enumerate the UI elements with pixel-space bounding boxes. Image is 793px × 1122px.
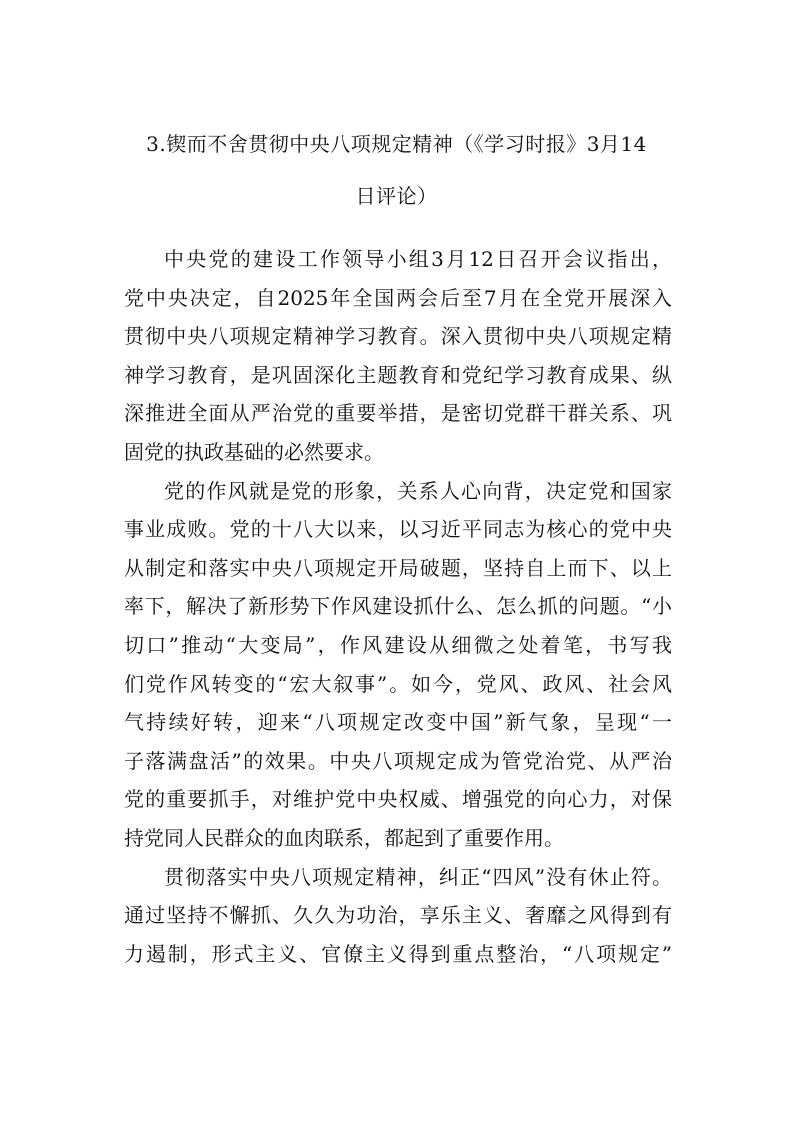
text-line: 力遏制，形式主义、官僚主义得到重点整治，“八项规定” [124, 941, 672, 966]
text-line: 从制定和落实中央八项规定开局破题，坚持自上而下、以上 [124, 555, 672, 580]
text-line: 贯彻中央八项规定精神学习教育。深入贯彻中央八项规定精 [124, 324, 672, 349]
text-line: 党的重要抓手，对维护党中央权威、增强党的向心力，对保 [124, 787, 672, 812]
text-line: 事业成败。党的十八大以来，以习近平同志为核心的党中央 [124, 517, 672, 542]
paragraph-1 [124, 240, 672, 472]
text-line: 中央党的建设工作领导小组3月12日召开会议指出， [164, 247, 672, 271]
text-line: 们党作风转变的“宏大叙事”。如今，党风、政风、社会风 [124, 671, 672, 696]
title-line-1: 3.锲而不舍贯彻中央八项规定精神（《学习时报》3月14 [146, 132, 647, 156]
article-title [110, 118, 683, 222]
paragraph-3 [124, 858, 672, 974]
text-line: 深推进全面从严治党的重要举措，是密切党群干群关系、巩 [124, 401, 672, 426]
text-line: 切口”推动“大变局”，作风建设从细微之处着笔，书写我 [124, 632, 672, 657]
text-line: 党中央决定，自2025年全国两会后至7月在全党开展深入 [124, 285, 672, 310]
text-line: 贯彻落实中央八项规定精神，纠正“四风”没有休止符。 [164, 864, 672, 889]
text-line: 气持续好转，迎来“八项规定改变中国”新气象，呈现“一 [124, 710, 672, 735]
text-line: 神学习教育，是巩固深化主题教育和党纪学习教育成果、纵 [124, 362, 672, 387]
article-body [124, 240, 672, 973]
text-line: 子落满盘活”的效果。中央八项规定成为管党治党、从严治 [124, 748, 672, 773]
text-line: 党的作风就是党的形象，关系人心向背，决定党和国家 [164, 478, 672, 503]
paragraph-2 [124, 472, 672, 858]
text-line: 通过坚持不懈抓、久久为功治，享乐主义、奢靡之风得到有 [124, 903, 672, 928]
title-line-2: 日评论） [355, 184, 438, 208]
text-line: 率下，解决了新形势下作风建设抓什么、怎么抓的问题。“小 [124, 594, 672, 619]
text-line: 固党的执政基础的必然要求。 [124, 439, 384, 464]
text-line: 持党同人民群众的血肉联系，都起到了重要作用。 [124, 825, 564, 850]
